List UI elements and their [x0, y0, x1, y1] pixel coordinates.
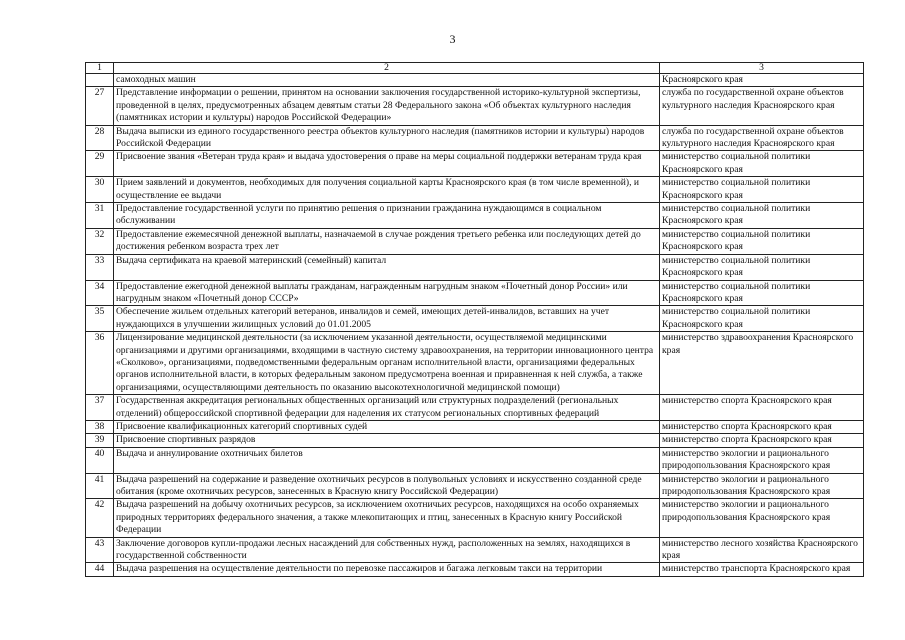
table-row — [86, 74, 864, 87]
table-row — [86, 499, 864, 537]
responsible-authority: министерство спорта Красноярского края — [660, 434, 864, 447]
table-row — [86, 228, 864, 254]
service-name: Присвоение квалификационных категорий спортивных судей — [114, 420, 660, 433]
responsible-authority: министерство социальной политики Красноярского края — [660, 254, 864, 280]
responsible-authority: министерство социальной политики Красноярского края — [660, 177, 864, 203]
responsible-authority: министерство здравоохранения Красноярского края — [660, 332, 864, 395]
row-number: 40 — [86, 447, 114, 473]
row-number: 35 — [86, 306, 114, 332]
row-number: 44 — [86, 563, 114, 576]
table-row — [86, 306, 864, 332]
service-name: Выдача разрешений на содержание и разведение охотничьих ресурсов в полувольных условиях и искусственно созданной среде обитания (кроме охотничьих ресурсов, занесенных в Красную книгу Российской Федерации) — [114, 473, 660, 499]
table-row — [86, 87, 864, 125]
responsible-authority: министерство социальной политики Красноярского края — [660, 280, 864, 306]
row-number: 36 — [86, 332, 114, 395]
service-name: самоходных машин — [114, 74, 660, 87]
responsible-authority: министерство лесного хозяйства Красноярского края — [660, 537, 864, 563]
table-row — [86, 280, 864, 306]
column-header-authority: 3 — [660, 63, 864, 74]
column-header-service: 2 — [114, 63, 660, 74]
row-number: 32 — [86, 228, 114, 254]
service-name: Лицензирование медицинской деятельности (за исключением указанной деятельности, осуществляемой медицинскими организациями и другими организациями, входящими в частную систему здравоохранения, на территории инновационного центра «Сколково», организациями, подведомственными федеральным органам исполнительной власти, организациями федеральных органов исполнительной власти, в которых федеральным законом предусмотрена военная и приравненная к ней служба, а также организациями, осуществляющими деятельность по оказанию высокотехнологичной медицинской помощи) — [114, 332, 660, 395]
table-row — [86, 151, 864, 177]
table-row — [86, 447, 864, 473]
table-header-row — [86, 63, 864, 74]
responsible-authority: служба по государственной охране объектов культурного наследия Красноярского края — [660, 125, 864, 151]
row-number: 28 — [86, 125, 114, 151]
service-name: Представление информации о решении, принятом на основании заключения государственной историко-культурной экспертизы, проведенной в целях, предусмотренных абзацем девятым статьи 28 Федерального закона «Об объектах культурного наследия (памятниках истории и культуры) народов Российской Федерации» — [114, 87, 660, 125]
row-number: 31 — [86, 203, 114, 229]
responsible-authority: министерство социальной политики Красноярского края — [660, 228, 864, 254]
service-name: Прием заявлений и документов, необходимых для получения социальной карты Красноярского края (в том числе временной), и осуществление ее выдачи — [114, 177, 660, 203]
table-row — [86, 395, 864, 421]
service-name: Присвоение спортивных разрядов — [114, 434, 660, 447]
row-number: 41 — [86, 473, 114, 499]
table-row — [86, 473, 864, 499]
service-name: Выдача разрешений на добычу охотничьих ресурсов, за исключением охотничьих ресурсов, находящихся на особо охраняемых природных территориях федерального значения, а также млекопитающих и птиц, занесенных в Красную книгу Российской Федерации — [114, 499, 660, 537]
responsible-authority: министерство социальной политики Красноярского края — [660, 306, 864, 332]
service-name: Выдача и аннулирование охотничьих билетов — [114, 447, 660, 473]
service-name: Государственная аккредитация региональных общественных организаций или структурных подразделений (региональных отделений) общероссийской спортивной федерации для наделения их статусом региональных спортивных федераций — [114, 395, 660, 421]
table-row — [86, 563, 864, 576]
table-row — [86, 420, 864, 433]
table-row — [86, 203, 864, 229]
service-name: Присвоение звания «Ветеран труда края» и выдача удостоверения о праве на меры социальной поддержки ветеранам труда края — [114, 151, 660, 177]
responsible-authority: министерство спорта Красноярского края — [660, 395, 864, 421]
table-row — [86, 177, 864, 203]
row-number: 34 — [86, 280, 114, 306]
row-number — [86, 74, 114, 87]
row-number: 30 — [86, 177, 114, 203]
service-name: Предоставление государственной услуги по принятию решения о признании гражданина нуждающимся в социальном обслуживании — [114, 203, 660, 229]
service-name: Выдача разрешения на осуществление деятельности по перевозке пассажиров и багажа легковым такси на территории — [114, 563, 660, 576]
responsible-authority: министерство экологии и рационального природопользования Красноярского края — [660, 447, 864, 473]
table-row — [86, 537, 864, 563]
responsible-authority: Красноярского края — [660, 74, 864, 87]
row-number: 29 — [86, 151, 114, 177]
responsible-authority: министерство экологии и рационального природопользования Красноярского края — [660, 499, 864, 537]
row-number: 38 — [86, 420, 114, 433]
service-name: Предоставление ежегодной денежной выплаты гражданам, награжденным нагрудным знаком «Почетный донор России» или нагрудным знаком «Почетный донор СССР» — [114, 280, 660, 306]
responsible-authority: министерство экологии и рационального природопользования Красноярского края — [660, 473, 864, 499]
row-number: 39 — [86, 434, 114, 447]
row-number: 42 — [86, 499, 114, 537]
service-name: Выдача выписки из единого государственного реестра объектов культурного наследия (памятников истории и культуры) народов Российской Федерации — [114, 125, 660, 151]
service-name: Выдача сертификата на краевой материнский (семейный) капитал — [114, 254, 660, 280]
row-number: 37 — [86, 395, 114, 421]
responsible-authority: министерство спорта Красноярского края — [660, 420, 864, 433]
responsible-authority: служба по государственной охране объектов культурного наследия Красноярского края — [660, 87, 864, 125]
responsible-authority: министерство социальной политики Красноярского края — [660, 151, 864, 177]
responsible-authority: министерство транспорта Красноярского края — [660, 563, 864, 576]
table-row — [86, 125, 864, 151]
row-number: 43 — [86, 537, 114, 563]
table-row — [86, 254, 864, 280]
column-header-number: 1 — [86, 63, 114, 74]
service-name: Предоставление ежемесячной денежной выплаты, назначаемой в случае рождения третьего ребенка или последующих детей до достижения ребенком возраста трех лет — [114, 228, 660, 254]
responsible-authority: министерство социальной политики Красноярского края — [660, 203, 864, 229]
table-body — [86, 74, 864, 577]
table-row — [86, 434, 864, 447]
row-number: 33 — [86, 254, 114, 280]
table-row — [86, 332, 864, 395]
service-name: Заключение договоров купли-продажи лесных насаждений для собственных нужд, расположенных на землях, находящихся в государственной собственности — [114, 537, 660, 563]
services-table — [85, 62, 864, 577]
page-number: 3 — [449, 32, 456, 46]
service-name: Обеспечение жильем отдельных категорий ветеранов, инвалидов и семей, имеющих детей-инвалидов, вставших на учет нуждающихся в улучшении жилищных условий до 01.01.2005 — [114, 306, 660, 332]
row-number: 27 — [86, 87, 114, 125]
